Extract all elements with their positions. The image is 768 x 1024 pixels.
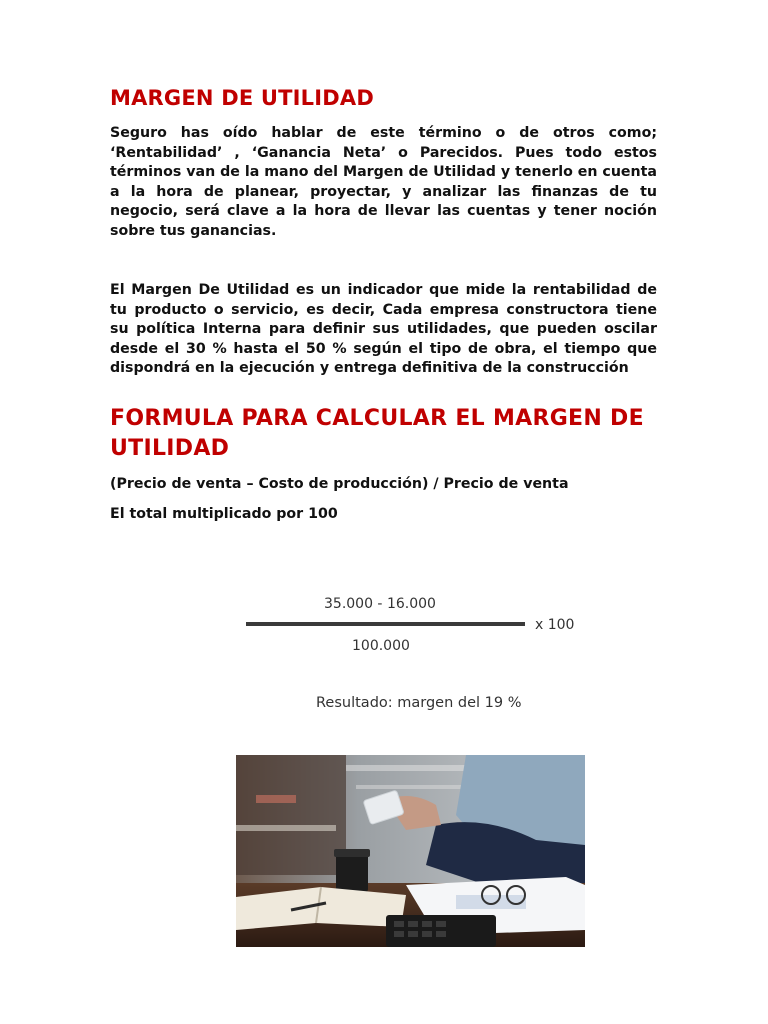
formula-denominator: 100.000 [352,638,410,654]
business-photo [236,755,585,947]
formula-heading: FORMULA PARA CALCULAR EL MARGEN DE UTILIDAD [110,406,644,461]
formula-numerator: 35.000 - 16.000 [324,596,436,612]
fraction-bar [246,622,525,626]
formula-text: (Precio de venta – Costo de producción) / Precio de venta [110,476,569,492]
multiply-text: El total multiplicado por 100 [110,506,338,522]
page-title: MARGEN DE UTILIDAD [110,86,374,110]
formula-result: Resultado: margen del 19 % [316,695,522,711]
definition-paragraph: El Margen De Utilidad es un indicador que mide la rentabilidad de tu producto o servicio, es decir, Cada empresa constructora tiene su política Interna para definir sus utilidades, que pueden oscilar desde el 30 % hasta el 50 % según el tipo de obra, el tiempo que dispondrá en la ejecución y entrega definitiva de la construcción [110,282,657,377]
intro-paragraph: Seguro has oído hablar de este término o de otros como; ‘Rentabilidad’ , ‘Ganancia Neta’ o Parecidos. Pues todo estos términos van de la mano del Margen de Utilidad y tenerlo en cuenta a la hora de planear, proyectar, y analizar las finanzas de tu negocio, será clave a la hora de llevar las cuentas y tener noción sobre tus ganancias. [110,125,658,239]
formula-multiplier: x 100 [535,617,575,633]
